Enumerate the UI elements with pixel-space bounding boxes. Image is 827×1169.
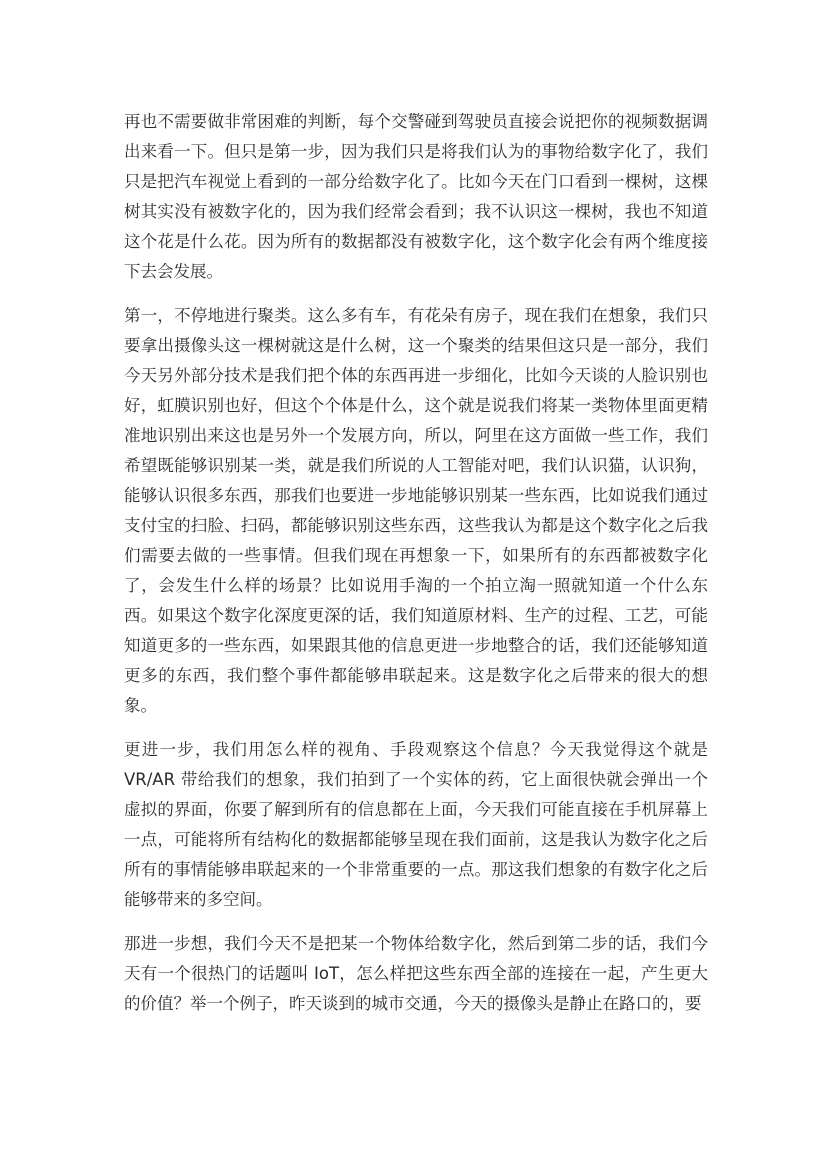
paragraph-2: 第一，不停地进行聚类。这么多有车，有花朵有房子，现在我们在想象，我们只要拿出摄像头这一棵树就这是什么树，这一个聚类的结果但这只是一部分，我们今天另外部分技术是我们把个体的东西再进一步细化，比如今天谈的人脸识别也好，虹膜识别也好，但这个个体是什么，这个就是说我们将某一类物体里面更精准地识别出来这也是另外一个发展方向，所以，阿里在这方面做一些工作，我们希望既能够识别某一类，就是我们所说的人工智能对吧，我们认识猫，认识狗，能够认识很多东西，那我们也要进一步地能够识别某一些东西，比如说我们通过支付宝的扫脸、扫码，都能够识别这些东西，这些我认为都是这个数字化之后我们需要去做的一些事情。但我们现在再想象一下，如果所有的东西都被数字化了，会发生什么样的场景？比如说用手淘的一个拍立淘一照就知道一个什么东西。如果这个数字化深度更深的话，我们知道原材料、生产的过程、工艺，可能知道更多的一些东西，如果跟其他的信息更进一步地整合的话，我们还能够知道更多的东西，我们整个事件都能够串联起来。这是数字化之后带来的很大的想象。 [124,306,708,715]
document-page [124,107,708,1033]
paragraph-4: 那进一步想，我们今天不是把某一个物体给数字化，然后到第二步的话，我们今天有一个很热门的话题叫 IoT，怎么样把这些东西全部的连接在一起，产生更大的价值？举一个例子，昨天谈到的城市交通，今天的摄像头是静止在路口的，要 [124,934,708,1013]
paragraph-1: 再也不需要做非常困难的判断，每个交警碰到驾驶员直接会说把你的视频数据调出来看一下。但只是第一步，因为我们只是将我们认为的事物给数字化了，我们只是把汽车视觉上看到的一部分给数字化了。比如今天在门口看到一棵树，这棵树其实没有被数字化的，因为我们经常会看到；我不认识这一棵树，我也不知道这个花是什么花。因为所有的数据都没有被数字化，这个数字化会有两个维度接下去会发展。 [124,112,708,281]
paragraph-3: 更进一步，我们用怎么样的视角、手段观察这个信息？今天我觉得这个就是 VR/AR 带给我们的想象，我们拍到了一个实体的药，它上面很快就会弹出一个虚拟的界面，你要了解到所有的信息都在上面，今天我们可能直接在手机屏幕上一点，可能将所有结构化的数据都能够呈现在我们面前，这是我认为数字化之后所有的事情能够串联起来的一个非常重要的一点。那这我们想象的有数字化之后能够带来的多空间。 [124,740,708,909]
